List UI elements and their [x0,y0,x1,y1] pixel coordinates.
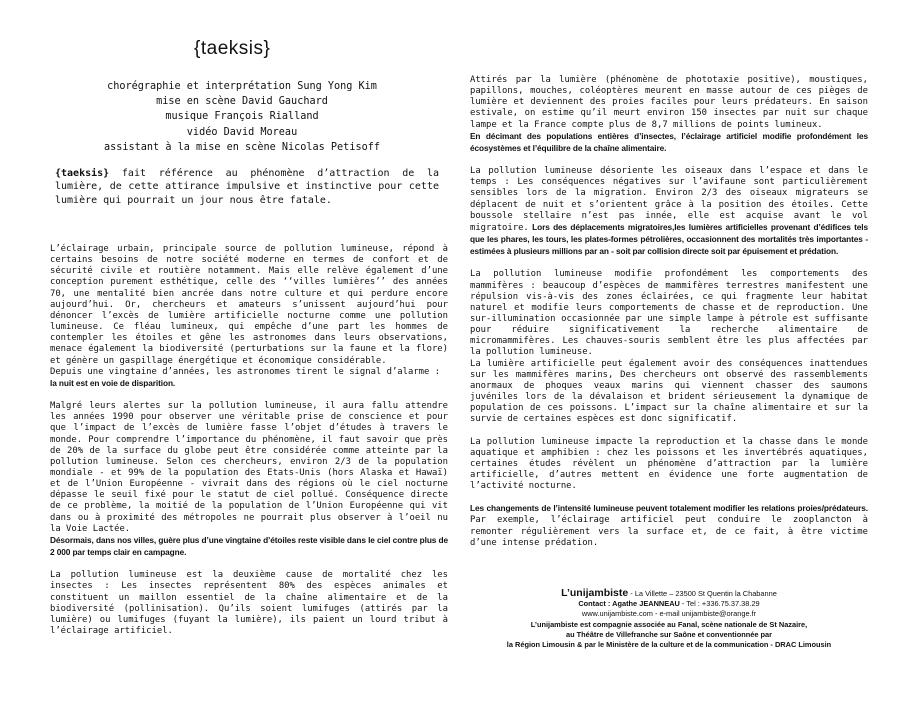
paragraph [470,166,868,258]
paragraph-text: L’éclairage urbain, principale source de pollution lumineuse, répond à certains besoins de notre société moderne en termes de confort et de sécurité civile et routière notamment. Mais elle relève également d’une conception purement esthétique, celle des ‘‘villes lumières’’ des années 70, une mentalité bien ancrée dans notre culture et qui perdure encore aujourd’hui. Or, chercheurs et amateurs s’unissent aujourd’hui pour dénoncer l’excès de lumière artificielle nocturne comme une pollution lumineuse. Ce fléau lumineux, qui empêche d’une part les hommes de contempler les étoiles et gêne les astronomes dans leurs observations, menace également la biodiversité (perturbations sur la faune et la flore) et génère un gaspillage énergétique et économique considérable. [50,244,448,366]
paragraph-text: Depuis une vingtaine d’années, les astronomes tirent le signal d’alarme : [50,366,441,377]
paragraph [470,503,868,549]
contact-phone: - Tel : +336.75.37.38.29 [679,599,760,609]
paragraph-bold: la nuit est en voie de disparition. [50,377,176,388]
paragraph-text: Malgré leurs alertes sur la pollution lumineuse, il aura fallu attendre les années 1990 pour observer une véritable prise de conscience et pour que l’impact de l’excès de lumière fasse l’objet d’études à travers le monde. Pour comprendre l’importance du phénomène, il faut savoir que près de 20% de la surface du globe peut être considérée comme atteinte par la pollution lumineuse. Selon ces chercheurs, environ 2/3 de la population mondiale - et 99% de la population des Etats-Unis (hors Alaska et Hawaï) et de l’Union Européenne - vivrait dans des régions où le ciel nocturne dépasse le seuil fixé pour le statut de ciel pollué. Conséquence directe de ce problème, la moitié de la population de l’Union Européenne qui vit dans ou à proximité des métropoles ne pourrait plus observer à l’oeil nu la Voie Lactée. [50,401,448,534]
paragraph-bold: Lors des déplacements migratoires,les lumières artificielles provenant d’édifices tels que les phares, les tours, les plates-formes pétrolières, occasionnent des mortalités très importantes - estimées à plusieurs millions par an - soit par collision directe soit par épuisement et prédation. [470,221,868,257]
paragraph-bold: Désormais, dans nos villes, guère plus d’une vingtaine d’étoiles reste visible dans le ciel contre plus de 2 000 par temps clair en campagne. [50,534,448,558]
paragraph [50,244,448,390]
contact-web: www.unijambiste.com - e-mail unijambiste@orange.fr [581,609,757,619]
intro-paragraph [55,167,439,207]
paragraph-text: La pollution lumineuse est la deuxième cause de mortalité chez les insectes : Les insectes représentent 80% des espèces animales et constituent un maillon essentiel de la chaîne alimentaire et de la biodiversité (pollinisation). Qu’ils soient lumifuges (attirés par la lumière) ou lumifuges (fuyant la lumière), ils paient un lourd tribut à l’éclairage artificiel. [50,570,448,636]
paragraph-text: La lumière artificielle peut également avoir des conséquences inattendues sur les mammifères marins, Des chercheurs ont observé des rassemblements anormaux de phoques veaux marins qui viennent chasser des saumons juvéniles lors de la dévalaison et brident sérieusement la dynamique de population de ces poissons. L’impact sur la chaîne alimentaire et sur la survie de certaines espèces est donc significatif. [470,358,868,425]
paragraph [470,437,868,493]
footer-line: L’unijambiste est compagnie associée au Fanal, scène nationale de St Nazaire, [530,619,808,629]
paragraph-text: La pollution lumineuse désoriente les oiseaux dans l’espace et dans le temps : Les conséquences négatives sur l’avifaune sont particulièrement sensibles lors de la migration. Environ 2/3 des oiseaux migrateurs se déplacent de nuit et s’orientent grâce à la position des étoiles. Cette boussole stellaire n’est pas innée, elle est acquise avant le vol migratoire. [470,166,868,233]
credit-line: musique François Rialland [165,111,319,123]
company-name: L’unijambiste [561,587,629,599]
right-column [470,75,868,560]
paragraph-text: Attirés par la lumière (phénomène de phototaxie positive), moustiques, papillons, mouches, coléoptères meurent en masse autour de ces pièges de lumière et deviennent des proies faciles pour leurs prédateurs. En saison estivale, on estime qu’il meurt environ 150 insectes par nuit sur chaque lampe et la France compte plus de 8,7 millions de points lumineux. [470,75,868,130]
paragraph-text: Par exemple, l’éclairage artificiel peut conduire le zooplancton à remonter régulièrement vers la surface et, de ce fait, à être victime d’une intense prédation. [470,515,868,548]
company-footer [470,588,868,650]
credit-line: vidéo David Moreau [186,126,298,138]
paragraph [50,570,448,637]
credit-line: mise en scène David Gauchard [156,96,328,108]
credits-block [72,79,412,155]
paragraph [50,401,448,559]
paragraph-bold: En décimant des populations entières d’insectes, l’éclairage artificiel modifie profondément les écosystèmes et l’équilibre de la chaîne alimentaire. [470,130,868,153]
paragraph-text: La pollution lumineuse impacte la reproduction et la chasse dans le monde aquatique et amphibien : chez les poissons et les invertébrés aquatiques, certaines études révèlent un phénomène d’attraction par la lumière artificielle, d’autres mettent en évidence une forte augmentation de l’activité nocturne. [470,436,868,492]
credit-line: chorégraphie et interprétation Sung Yong Kim [107,81,377,92]
paragraph-text: La pollution lumineuse modifie profondément les comportements des mammifères : beaucoup d’espèces de mammifères terrestres manifestent une répulsion vis-à-vis des zones éclairées, ce qui fragmente leur habitat naturel et modifie leurs comportements de chasse et de reproduction. Une sur-illumination occasionnée par une simple lampe à pétrole est suffisante pour réduire significativement la recherche alimentaire de micromammifères. Les chauves-souris semblent être les plus affectées par la pollution lumineuse. [470,269,868,358]
left-column [50,244,448,648]
company-address: - La Villette – 23500 St Quentin la Chabanne [628,589,777,598]
contact-label: Contact : Agathe JEANNEAU [578,599,680,609]
paragraph [470,75,868,155]
paragraph [470,269,868,425]
paragraph-bold: Les changements de l’intensité lumineuse peuvent totalement modifier les relations proies/prédateurs. [470,503,868,514]
intro-lead: {taeksis} [55,168,110,179]
show-title: {taeksis} [194,38,271,59]
footer-line: au Théâtre de Villefranche sur Saône et conventionnée par [565,629,773,639]
credit-line: assistant à la mise en scène Nicolas Petisoff [103,141,380,153]
intro-text: fait référence au phénomène d’attraction de la lumière, de cette attirance impulsive et instinctive pour cette lumière qui pourrait un jour nous être fatale. [55,168,439,206]
footer-line: la Région Limousin & par le Ministère de la culture et de la communication - DRAC Limousin [506,640,832,650]
